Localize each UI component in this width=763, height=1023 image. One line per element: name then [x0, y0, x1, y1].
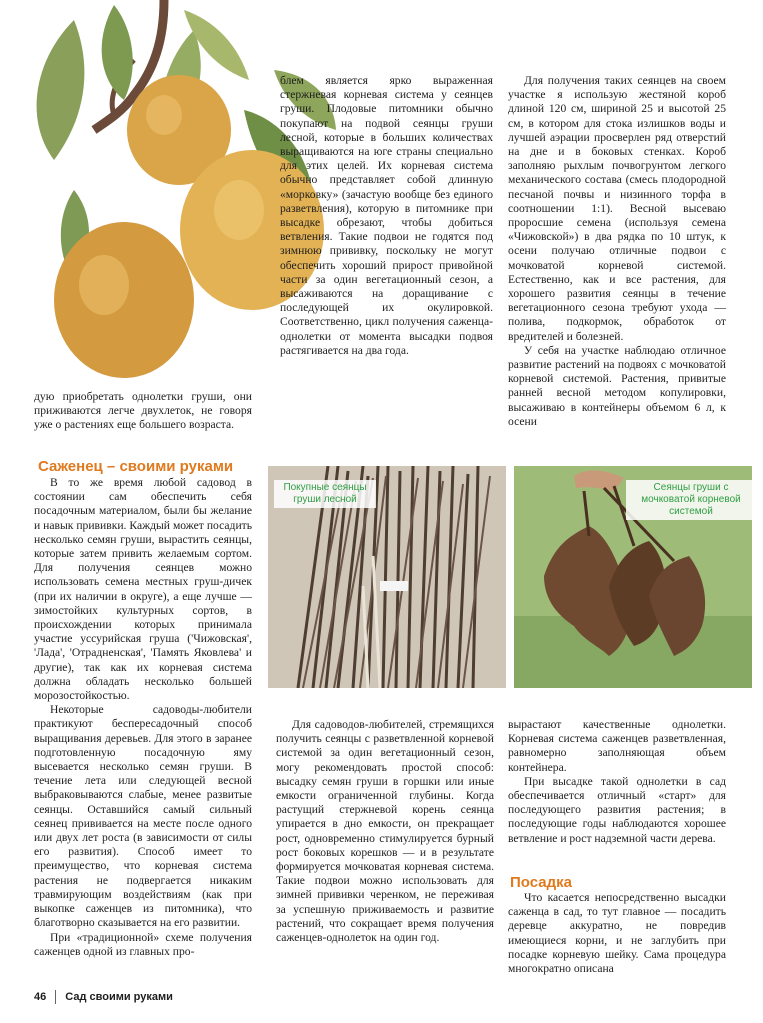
column1-top-text: [34, 390, 252, 433]
column2-bottom-text: [276, 718, 494, 945]
leaf: [37, 20, 85, 160]
column3-top-text: [508, 74, 726, 429]
paragraph: вырастают качественные однолетки. Корневая система саженцев разветвленная, равномерно заполняющая объем контейнера.: [508, 718, 726, 774]
paragraph: У себя на участке наблюдаю отличное развитие растений на подвоях с мочковатой корневой системой. Растения, привитые ранней весной методом копулировки, высаживаю в контейнеры объемом 6 л, к осени: [508, 343, 726, 428]
paragraph: Для получения таких сеянцев на своем участке я использую жестяной короб длиной 120 см, шириной 25 и высотой 25 см, в котором для стока излишков воды и лучшей аэрации просверлен ряд отверстий на дне и в боковых стенках. Короб заполняю рыхлым почвогрунтом легкого механического состава (смесь плодородной песчаной почвы и низинного торфа в соотношении 1:1). Весной высеваю проросшие семена (используя семена «Чижовской») в два рядка по 10 штук, к осени получаю отличные подвои с мочковатой корневой системой. Естественно, как и все растения, для хорошего развития сеянцы в течение вегетационного сезона требуют ухода — полива, подкормок, обработок от вредителей и болезней.: [508, 74, 726, 343]
paragraph: блем является ярко выраженная стержневая корневая система у сеянцев груши. Плодовые питомники обычно покупают на подвой сеянцы груши лесной, которые в больших количествах выращиваются на юге страны специально для этих целей. Их корневая система обычно представляет собой длинную «морковку» (зачастую вообще без единого разветвления), которую в питомнике при высадке обрезают, чтобы добиться ветвления. Такие подвои не годятся под зимнюю прививку, поскольку не могут обеспечить хороший прирост привойной части за один вегетационный сезон, а высаживаются на доращивание с последующей их окулировкой. Соответственно, цикл получения саженца-однолетки от момента высадки подвоя растягивается на два года.: [280, 74, 493, 357]
paragraph: Некоторые садоводы-любители практикуют беспересадочный способ выращивания деревьев. Для этого в заранее подготовленную посадочную яму высевается несколько семян груши. В течение лета или следующей весной выбраковываются слабые, менее развитые сеянцы. Оставшийся самый сильный сеянец прививается на месте после одного или двух лет роста (в зависимости от силы его развития). Способ имеет то преимущество, что корневая система растения не подвергается никаким травмирующим воздействиям (как при выкопке саженцев из питомника), что благотворно сказывается на его развитии.: [34, 703, 252, 930]
photo-caption-purchased: Покупные сеянцы груши лесной: [274, 480, 376, 508]
paragraph: В то же время любой садовод в состоянии сам обеспечить себя посадочным материалом, были бы желание и навык прививки. Каждый может посадить несколько семян груши, вырастить сеянцы, которые затем привить желаемым сортом. Для получения сеянцев можно использовать семена местных груш-дичек (при их наличии в округе), а еще лучше — зимостойких культурных сортов, в происхождении которых принимала участие уссурийская груша ('Чижовская', 'Лада', 'Отрадненская', 'Память Яковлева' и другие), так как их корневая система должна обладать несколько большей морозостойкостью.: [34, 476, 252, 703]
page-number: 46: [34, 991, 47, 1003]
magazine-title: Сад своими руками: [65, 991, 173, 1003]
paragraph: Для садоводов-любителей, стремящихся получить сеянцы с разветвленной корневой системой за один вегетационный сезон, могу рекомендовать простой способ: высадку семян груши в горшки или иные емкости ограниченной глубины. Когда растущий стержневой корень сеянца упирается в дно емкости, он прекращает рост, одновременно стимулируется бурный рост боковых корешков — и в результате формируется мочковатая корневая система. Такие подвои можно использовать для зимней прививки черенком, не переживая за успешную приживаемость и развитие растений, что сокращает время получения саженцев-однолеток на один год.: [276, 718, 494, 945]
column3-bottom-text: [508, 718, 726, 846]
paragraph: Что касается непосредственно высадки саженца в сад, то тут главное — посадить деревце аккуратно, не повредив имеющиеся корни, и не заглубить при посадке корневую шейку. Сама процедура многократно описана: [508, 891, 726, 976]
column2-top-text: [280, 74, 493, 358]
paragraph: При высадке такой однолетки в сад обеспечивается отличный «старт» для последующего развития растения; в последующие годы наблюдаются хорошее ветвление и рост надземной части дерева.: [508, 774, 726, 845]
paragraph: дую приобретать однолетки груши, они приживаются легче двухлеток, не говоря уже о растениях еще большего возраста.: [34, 390, 252, 432]
photo-caption-fibrous: Сеянцы груши с мочковатой корневой системой: [626, 480, 752, 520]
column1-body: [34, 476, 252, 959]
column3-planting-text: [508, 891, 726, 976]
photo-fibrous-root-seedlings: [514, 466, 752, 688]
leaf: [102, 5, 133, 100]
page-footer: [34, 990, 173, 1004]
footer-divider: [55, 990, 56, 1004]
photo-purchased-seedlings: [268, 466, 506, 688]
paragraph: При «традиционной» схеме получения саженцев одной из главных про-: [34, 930, 252, 958]
section-heading-seedling: Саженец – своими руками: [38, 458, 234, 475]
section-heading-planting: Посадка: [510, 874, 572, 891]
